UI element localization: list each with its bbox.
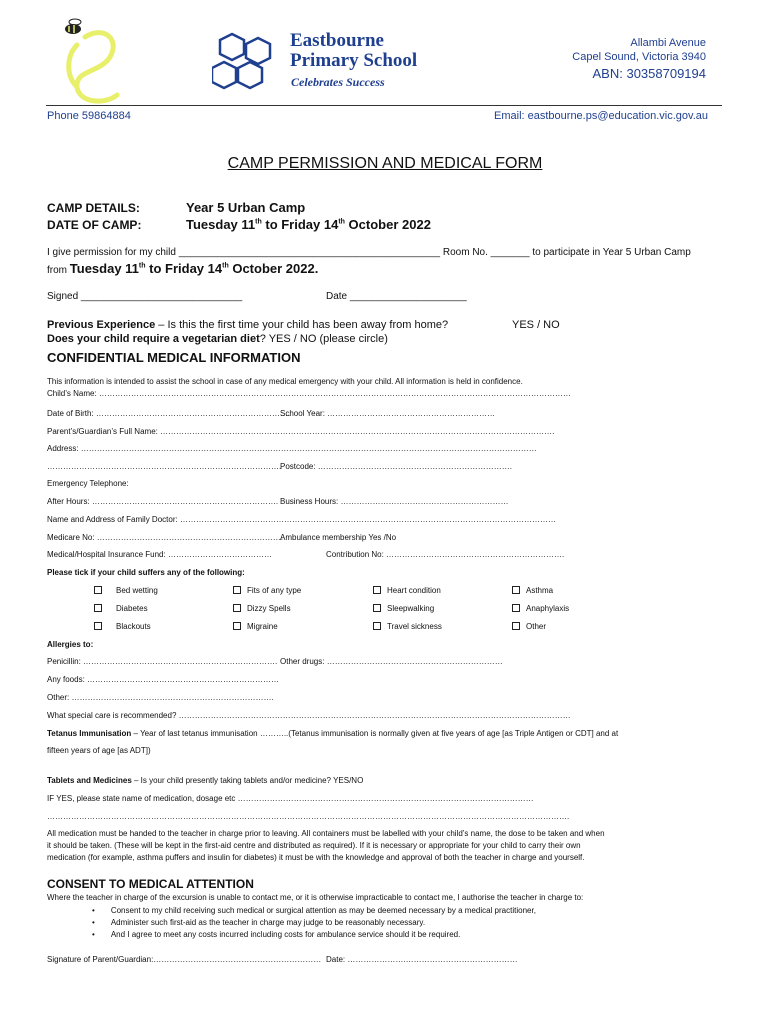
header-divider <box>46 105 722 106</box>
school-name-line2: Primary School <box>290 50 418 71</box>
checkbox[interactable] <box>512 622 520 630</box>
guardian-signature-field[interactable]: Signature of Parent/Guardian:……………………………………………………… <box>47 955 322 964</box>
after-hours-field[interactable]: After Hours: ……………………………………………………………. <box>47 497 279 506</box>
parent-name-field[interactable]: Parent’s/Guardian’s Full Name: …………………………………………………………………………………………………………………………………. <box>47 427 555 436</box>
medicare-field[interactable]: Medicare No: ……………………………………………………………. <box>47 533 284 542</box>
phone: Phone 59864884 <box>47 110 131 122</box>
condition-blackouts[interactable]: Blackouts <box>94 622 151 631</box>
special-care-field[interactable]: What special care is recommended? ………………………………………………………………………………………………………………………………… <box>47 711 571 720</box>
condition-other[interactable]: Other <box>512 622 546 631</box>
email: Email: eastbourne.ps@education.vic.gov.au <box>494 110 708 122</box>
medical-heading: CONFIDENTIAL MEDICAL INFORMATION <box>47 350 301 365</box>
condition-migraine[interactable]: Migraine <box>233 622 278 631</box>
address-line2-field[interactable]: ……………………………………………………………………………. <box>47 462 282 471</box>
form-title: CAMP PERMISSION AND MEDICAL FORM <box>227 155 543 172</box>
other-allergy-field[interactable]: Other: …………………………………………………………………. <box>47 693 274 702</box>
condition-asthma[interactable]: Asthma <box>512 586 553 595</box>
condition-heart[interactable]: Heart condition <box>373 586 441 595</box>
signed-field[interactable]: Signed _____________________________ <box>47 291 243 302</box>
condition-anaphylaxis[interactable]: Anaphylaxis <box>512 604 569 613</box>
ambulance-field[interactable]: Ambulance membership Yes /No <box>280 533 397 542</box>
condition-travel-sickness[interactable]: Travel sickness <box>373 622 442 631</box>
penicillin-field[interactable]: Penicillin: ………………………………………………………………. <box>47 657 278 666</box>
if-yes-field[interactable]: IF YES, please state name of medication, dosage etc ………………………………………………………………………………………………… <box>47 794 534 803</box>
condition-fits[interactable]: Fits of any type <box>233 586 301 595</box>
permission-line[interactable]: I give permission for my child _______________________________________________ Room No. _______ to participate in Year 5 Urban Camp <box>47 247 691 258</box>
checkbox[interactable] <box>94 622 102 630</box>
medical-intro: This information is intended to assist the school in case of any medical emergency with your child. All information is held in confidence. <box>47 377 523 386</box>
child-name-field[interactable]: Child’s Name: …………………………………………………………………………………………………………………………………………………………… <box>47 389 571 398</box>
medication-note-3: medication (for example, asthma puffers and insulin for diabetes) it must be with the knowledge and approval of both the teacher in charge and yourself. <box>47 853 585 862</box>
consent-bullet-2: • Administer such first-aid as the teacher in charge may judge to be reasonably necessary. <box>92 918 426 927</box>
insurance-field[interactable]: Medical/Hospital Insurance Fund: ………………………………… <box>47 550 272 559</box>
checkbox[interactable] <box>94 604 102 612</box>
checkbox[interactable] <box>94 586 102 594</box>
condition-sleepwalking[interactable]: Sleepwalking <box>373 604 434 613</box>
date-field[interactable]: Date _____________________ <box>326 291 467 302</box>
tick-heading: Please tick if your child suffers any of the following: <box>47 568 245 577</box>
from-dates: from Tuesday 11th to Friday 14th October 2022. <box>47 261 319 276</box>
tablets-line[interactable]: Tablets and Medicines – Is your child presently taking tablets and/or medicine? YES/NO <box>47 776 364 785</box>
doctor-field[interactable]: Name and Address of Family Doctor: …………………………………………………………………………………………………………………………… <box>47 515 556 524</box>
condition-dizzy[interactable]: Dizzy Spells <box>233 604 291 613</box>
contribution-field[interactable]: Contribution No: …………………………………………………………. <box>326 550 565 559</box>
previous-experience-answer[interactable]: YES / NO <box>512 319 560 331</box>
school-motto: Celebrates Success <box>291 75 385 89</box>
checkbox[interactable] <box>512 604 520 612</box>
tetanus-line[interactable]: Tetanus Immunisation – Year of last tetanus immunisation ………..(Tetanus immunisation is normally given at five years of age [as Triple Antigen or CDT] and at <box>47 729 619 738</box>
postcode-field[interactable]: Postcode: ………………………………………………………………. <box>280 462 513 471</box>
date-of-camp-value: Tuesday 11th to Friday 14th October 2022 <box>186 217 431 232</box>
camp-details-label: CAMP DETAILS: <box>47 201 140 215</box>
address-line1: Allambi Avenue <box>630 37 706 49</box>
dob-field[interactable]: Date of Birth: ………………………………………………………………. <box>47 409 291 418</box>
medication-note-2: it should be taken. (These will be kept in the first-aid centre and distributed as required). If it is necessary or appropriate for your child to carry their own <box>47 841 581 850</box>
school-year-field[interactable]: School Year: ……………………………………………………… <box>280 409 496 418</box>
consent-intro: Where the teacher in charge of the excursion is unable to contact me, or it is otherwise impracticable to contact me, I authorise the teacher in charge to: <box>47 893 584 902</box>
abn: ABN: 30358709194 <box>592 66 706 81</box>
checkbox[interactable] <box>233 622 241 630</box>
business-hours-field[interactable]: Business Hours: ……………………………………………………… <box>280 497 509 506</box>
bee-logo <box>55 15 130 110</box>
checkbox[interactable] <box>233 604 241 612</box>
hexagon-logo <box>212 32 282 92</box>
consent-bullet-1: • Consent to my child receiving such medical or surgical attention as may be deemed necessary by a medical practitioner, <box>92 906 536 915</box>
camp-details-value: Year 5 Urban Camp <box>186 200 306 215</box>
checkbox[interactable] <box>373 604 381 612</box>
checkbox[interactable] <box>233 586 241 594</box>
condition-bed-wetting[interactable]: Bed wetting <box>94 586 158 595</box>
checkbox[interactable] <box>373 586 381 594</box>
school-name-line1: Eastbourne <box>290 30 384 51</box>
medication-dots-line[interactable]: ……………………………………………………………………………………………………………………………………………………………………………. <box>47 812 570 821</box>
previous-experience: Previous Experience – Is this the first time your child has been away from home? <box>47 319 449 331</box>
other-drugs-field[interactable]: Other drugs: ………………………………………………………… <box>280 657 503 666</box>
checkbox[interactable] <box>373 622 381 630</box>
address-line2: Capel Sound, Victoria 3940 <box>572 51 706 63</box>
tetanus-line2: fifteen years of age [as ADT]) <box>47 746 151 755</box>
address-field[interactable]: Address: ……………………………………………………………………………………………………………………………………………………… <box>47 444 537 453</box>
checkbox[interactable] <box>512 586 520 594</box>
condition-diabetes[interactable]: Diabetes <box>94 604 148 613</box>
medication-note-1: All medication must be handed to the teacher in charge prior to leaving. All containers must be labelled with your child’s name, the dose to be taken and when <box>47 829 605 838</box>
vegetarian-question[interactable]: Does your child require a vegetarian diet? YES / NO (please circle) <box>47 333 388 345</box>
signature-date-field[interactable]: Date: ………………….…………………………………… <box>326 955 518 964</box>
allergies-heading: Allergies to: <box>47 640 94 649</box>
emergency-label: Emergency Telephone: <box>47 479 129 488</box>
consent-heading: CONSENT TO MEDICAL ATTENTION <box>47 877 254 891</box>
date-of-camp-label: DATE OF CAMP: <box>47 218 142 232</box>
consent-bullet-3: • And I agree to meet any costs incurred including costs for ambulance service should it be required. <box>92 930 461 939</box>
any-foods-field[interactable]: Any foods: ……………………………………………………………… <box>47 675 280 684</box>
